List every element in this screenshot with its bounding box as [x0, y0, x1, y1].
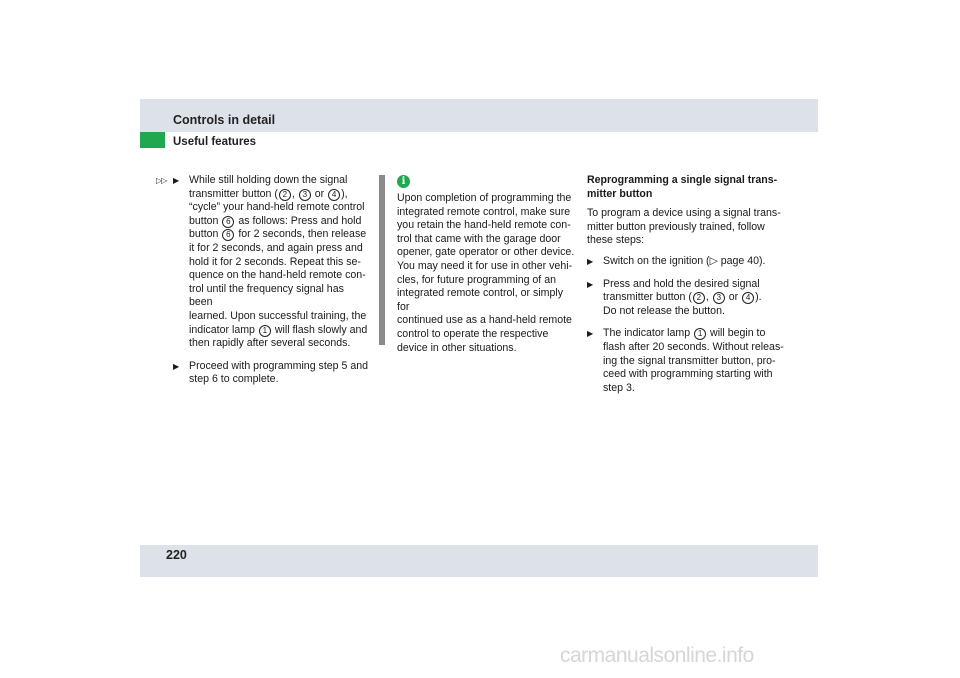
callout-6: 6	[222, 216, 234, 228]
callout-4: 4	[328, 189, 340, 201]
column-3	[587, 174, 787, 404]
subsection-title: Useful features	[173, 136, 257, 148]
bullet-text: Switch on the ignition (▷ page 40).	[603, 254, 766, 267]
bullet-arrow-icon: ▶	[173, 361, 180, 371]
note-sidebar-bar	[379, 175, 385, 345]
subheading: Reprogramming a single signal trans- mitter button	[587, 174, 778, 200]
bullet-item	[587, 255, 787, 269]
bullet-text: Press and hold the desired signal transmitter button ( 2 , 3 or 4 ). Do not release the button.	[603, 277, 762, 317]
bullet-text: The indicator lamp 1 will begin to flash after 20 seconds. Without releas- ing the signal transmitter button, pro- ceed with programming starting with step 3.	[603, 327, 784, 394]
info-icon: i	[397, 175, 410, 188]
bullet-arrow-icon: ▶	[587, 279, 594, 289]
section-title: Controls in detail	[173, 113, 276, 127]
note-text: Upon completion of programming the integrated remote control, make sure you retain the hand-held remote con- trol that came with the garage door opener, gate operator or other device. You may need it for use in other vehi- cles, for future programming of an integrated remote control, or simply for continued use as a hand-held remote control to operate the respective device in other situations.	[397, 192, 575, 354]
bullet-text: While still holding down the signal transmitter button ( 2 , 3 or 4 ), “cycle” your hand-held remote control button 6 as follows: Press and hold button 6 for 2 seconds, then release it for 2 seconds, and again press and hold it for 2 seconds. Repeat this se- quence on the hand-held remote con- trol until the frequency signal has been learned. Upon successful training, the indicator lamp 1 will flash slowly and then rapidly after several seconds.	[189, 174, 368, 350]
callout-4: 4	[742, 292, 754, 304]
callout-6: 6	[222, 229, 234, 241]
callout-1: 1	[694, 328, 706, 340]
page-number: 220	[166, 548, 187, 562]
footer-band	[140, 545, 818, 577]
section-color-tab	[140, 132, 165, 148]
callout-2: 2	[693, 292, 705, 304]
bullet-item	[173, 360, 368, 387]
column-1	[173, 174, 368, 396]
bullet-item	[587, 278, 787, 319]
callout-2: 2	[279, 189, 291, 201]
bullet-item	[173, 174, 368, 351]
bullet-arrow-icon: ▶	[587, 256, 594, 266]
callout-3: 3	[713, 292, 725, 304]
callout-1: 1	[259, 325, 271, 337]
continuation-marker: ▷▷	[156, 176, 167, 185]
page-reference-arrow-icon: ▷	[709, 254, 718, 267]
bullet-arrow-icon: ▶	[587, 329, 594, 339]
bullet-text: Proceed with programming step 5 and step 6 to complete.	[189, 359, 369, 386]
intro-paragraph: To program a device using a signal trans- mitter button previously trained, follow these steps:	[587, 207, 781, 247]
bullet-item	[587, 327, 787, 395]
bullet-arrow-icon: ▶	[173, 176, 180, 185]
callout-3: 3	[299, 189, 311, 201]
watermark: carmanualsonline.info	[560, 644, 754, 667]
